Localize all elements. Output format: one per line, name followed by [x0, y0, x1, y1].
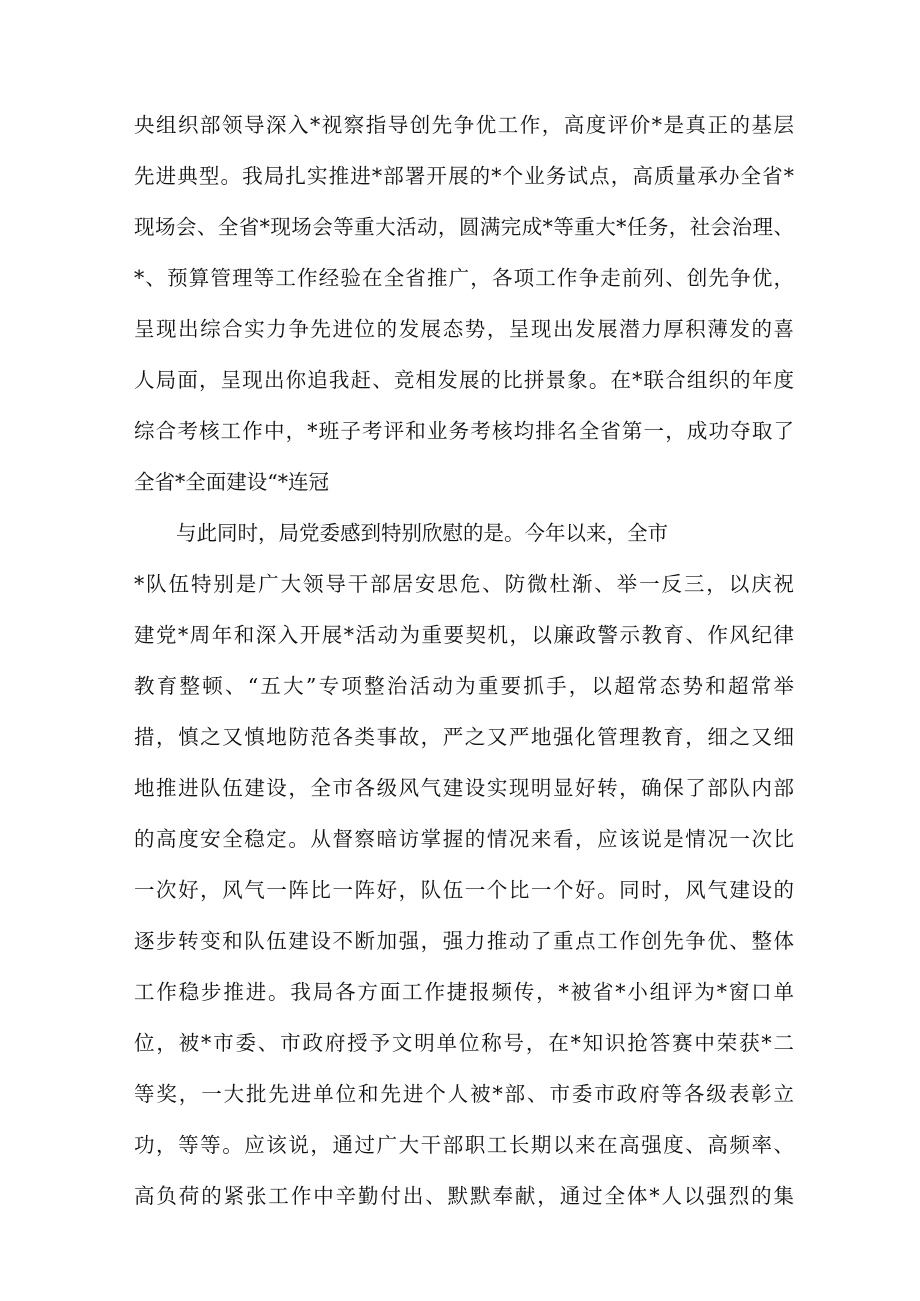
- paragraph-2-line-8: 一次好，风气一阵比一阵好，队伍一个比一个好。同时，风气建设的: [134, 878, 794, 902]
- paragraph-2-line-6: 地推进队伍建设，全市各级风气建设实现明显好转，确保了部队内部: [134, 776, 794, 800]
- paragraph-2-line-1: 与此同时，局党委感到特别欣慰的是。今年以来，全市: [176, 521, 668, 545]
- paragraph-2-line-5: 措，慎之又慎地防范各类事故，严之又严地强化管理教育，细之又细: [134, 725, 794, 749]
- paragraph-2-line-11: 位，被*市委、市政府授予文明单位称号，在*知识抢答赛中荣获*二: [134, 1031, 794, 1055]
- paragraph-2-line-14: 高负荷的紧张工作中辛勤付出、默默奉献，通过全体*人以强烈的集: [134, 1184, 794, 1208]
- paragraph-1-line-8: 全省*全面建设“*连冠: [134, 470, 329, 494]
- paragraph-2-line-13: 功，等等。应该说，通过广大干部职工长期以来在高强度、高频率、: [134, 1133, 794, 1157]
- paragraph-2-line-2: *队伍特别是广大领导干部居安思危、防微杜渐、举一反三，以庆祝: [134, 572, 794, 596]
- paragraph-1-line-1: 央组织部领导深入*视察指导创先争优工作，高度评价*是真正的基层: [134, 113, 794, 137]
- paragraph-1-line-6: 人局面，呈现出你追我赶、竞相发展的比拼景象。在*联合组织的年度: [134, 368, 794, 392]
- paragraph-1-line-2: 先进典型。我局扎实推进*部署开展的*个业务试点，高质量承办全省*: [134, 164, 794, 188]
- paragraph-2-line-12: 等奖，一大批先进单位和先进个人被*部、市委市政府等各级表彰立: [134, 1082, 794, 1106]
- paragraph-1-line-3: 现场会、全省*现场会等重大活动，圆满完成*等重大*任务，社会治理、: [134, 215, 794, 239]
- paragraph-2-line-9: 逐步转变和队伍建设不断加强，强力推动了重点工作创先争优、整体: [134, 929, 794, 953]
- paragraph-2-line-3: 建党*周年和深入开展*活动为重要契机，以廉政警示教育、作风纪律: [134, 623, 794, 647]
- paragraph-2-line-7: 的高度安全稳定。从督察暗访掌握的情况来看，应该说是情况一次比: [134, 827, 794, 851]
- paragraph-2-line-4: 教育整顿、“五大”专项整治活动为重要抓手，以超常态势和超常举: [134, 674, 794, 698]
- paragraph-2-line-10: 工作稳步推进。我局各方面工作捷报频传，*被省*小组评为*窗口单: [134, 980, 794, 1004]
- paragraph-1-line-4: *、预算管理等工作经验在全省推广，各项工作争走前列、创先争优，: [134, 266, 794, 290]
- paragraph-1-line-7: 综合考核工作中，*班子考评和业务考核均排名全省第一，成功夺取了: [134, 419, 794, 443]
- paragraph-1-line-5: 呈现出综合实力争先进位的发展态势，呈现出发展潜力厚积薄发的喜: [134, 317, 794, 341]
